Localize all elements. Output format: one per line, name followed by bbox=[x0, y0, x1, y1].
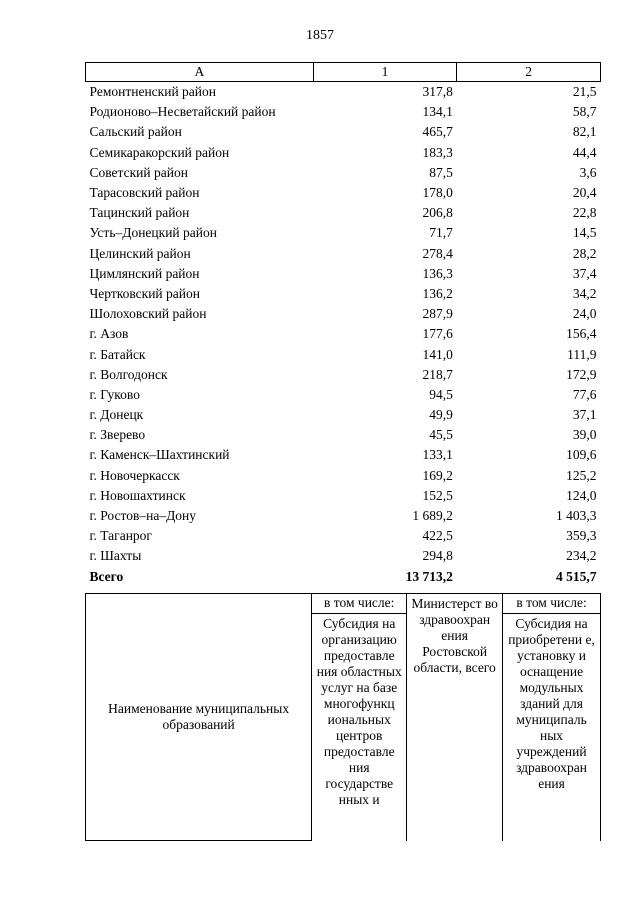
municipality-name-cell: г. Батайск bbox=[89, 346, 146, 362]
value-col-2-cell: 24,0 bbox=[572, 306, 597, 322]
table-row bbox=[86, 546, 601, 566]
table-row bbox=[86, 385, 601, 405]
table-row bbox=[86, 486, 601, 506]
table-row bbox=[86, 405, 601, 425]
value-col-1-cell: 71,7 bbox=[429, 225, 453, 241]
table-row bbox=[86, 425, 601, 445]
value-col-1-cell: 136,3 bbox=[422, 265, 453, 281]
value-col-1-cell: 94,5 bbox=[429, 386, 453, 402]
value-col-2-cell: 234,2 bbox=[566, 548, 597, 564]
value-col-1-cell: 134,1 bbox=[422, 104, 453, 120]
mfc-subsidy-header: Субсидия на организацию предоставле ния областных услуг на базе многофункц иональных центров предоставле ния государстве нных и bbox=[312, 614, 407, 841]
table-row bbox=[86, 344, 601, 364]
municipality-name-cell: г. Азов bbox=[89, 326, 129, 342]
table-row bbox=[86, 122, 601, 142]
value-col-1-cell: 141,0 bbox=[422, 346, 453, 362]
municipality-name-cell: г. Волгодонск bbox=[89, 366, 168, 382]
value-col-1-cell: 152,5 bbox=[422, 487, 453, 503]
column-header-2: 2 bbox=[457, 63, 601, 82]
value-col-1-cell: 183,3 bbox=[422, 144, 453, 160]
table-row bbox=[86, 466, 601, 486]
including-header-1: в том числе: bbox=[312, 594, 407, 614]
municipality-name-cell: Целинский район bbox=[89, 245, 191, 261]
value-col-1-cell: 13 713,2 bbox=[405, 568, 453, 584]
table-row bbox=[86, 324, 601, 344]
value-col-2-cell: 44,4 bbox=[572, 144, 597, 160]
municipality-name-cell: Советский район bbox=[89, 164, 188, 180]
value-col-1-cell: 133,1 bbox=[422, 447, 453, 463]
value-col-2-cell: 37,1 bbox=[572, 407, 597, 423]
municipality-name-cell: Родионово–Несветайский район bbox=[89, 104, 276, 120]
municipality-name-cell: Цимлянский район bbox=[89, 265, 200, 281]
budget-table bbox=[85, 62, 601, 587]
municipal-name-header: Наименование муниципальных образований bbox=[86, 594, 312, 841]
table-row bbox=[86, 102, 601, 122]
value-col-1-cell: 218,7 bbox=[422, 366, 453, 382]
value-col-2-cell: 156,4 bbox=[566, 326, 597, 342]
table-row bbox=[86, 82, 601, 103]
subheader-table bbox=[85, 593, 601, 841]
table-row bbox=[86, 445, 601, 465]
municipality-name-cell: Усть–Донецкий район bbox=[89, 225, 217, 241]
municipality-name-cell: г. Ростов–на–Дону bbox=[89, 508, 197, 524]
value-col-2-cell: 34,2 bbox=[572, 285, 597, 301]
municipality-name-cell: Чертковский район bbox=[89, 285, 200, 301]
value-col-2-cell: 39,0 bbox=[572, 427, 597, 443]
value-col-1-cell: 422,5 bbox=[422, 528, 453, 544]
value-col-1-cell: 45,5 bbox=[429, 427, 453, 443]
column-header-a: А bbox=[86, 63, 314, 82]
value-col-1-cell: 278,4 bbox=[422, 245, 453, 261]
value-col-1-cell: 465,7 bbox=[422, 124, 453, 140]
value-col-2-cell: 172,9 bbox=[566, 366, 597, 382]
municipality-name-cell: Тацинский район bbox=[89, 205, 190, 221]
table-row bbox=[86, 365, 601, 385]
value-col-2-cell: 58,7 bbox=[572, 104, 597, 120]
table-row bbox=[86, 223, 601, 243]
value-col-2-cell: 14,5 bbox=[572, 225, 597, 241]
value-col-1-cell: 49,9 bbox=[429, 407, 453, 423]
table-row bbox=[86, 506, 601, 526]
value-col-1-cell: 178,0 bbox=[422, 185, 453, 201]
municipality-name-cell: г. Каменск–Шахтинский bbox=[89, 447, 230, 463]
municipality-name-cell: г. Новочеркасск bbox=[89, 467, 180, 483]
table-body bbox=[86, 82, 601, 587]
value-col-2-cell: 37,4 bbox=[572, 265, 597, 281]
municipality-name-cell: Шолоховский район bbox=[89, 306, 207, 322]
value-col-2-cell: 111,9 bbox=[567, 346, 597, 362]
value-col-2-cell: 359,3 bbox=[566, 528, 597, 544]
table-row bbox=[86, 526, 601, 546]
value-col-1-cell: 317,8 bbox=[422, 84, 453, 100]
table-row bbox=[86, 304, 601, 324]
ministry-health-header: Министерст во здравоохран ения Ростовской области, всего bbox=[407, 594, 503, 841]
municipality-name-cell: Семикаракорский район bbox=[89, 144, 230, 160]
value-col-1-cell: 136,2 bbox=[422, 285, 453, 301]
value-col-2-cell: 3,6 bbox=[579, 164, 597, 180]
municipality-name-cell: Всего bbox=[89, 568, 124, 584]
municipality-name-cell: Ремонтненский район bbox=[89, 84, 216, 100]
municipality-name-cell: г. Новошахтинск bbox=[89, 487, 186, 503]
table-row bbox=[86, 203, 601, 223]
value-col-2-cell: 22,8 bbox=[572, 205, 597, 221]
municipality-name-cell: Сальский район bbox=[89, 124, 182, 140]
value-col-1-cell: 287,9 bbox=[422, 306, 453, 322]
value-col-2-cell: 77,6 bbox=[572, 386, 597, 402]
value-col-2-cell: 4 515,7 bbox=[556, 568, 597, 584]
table-header bbox=[86, 63, 601, 82]
value-col-1-cell: 177,6 bbox=[422, 326, 453, 342]
table-row bbox=[86, 264, 601, 284]
value-col-2-cell: 124,0 bbox=[566, 487, 597, 503]
table-row bbox=[86, 163, 601, 183]
municipality-name-cell: г. Зверево bbox=[89, 427, 146, 443]
total-row bbox=[86, 567, 601, 587]
table-row bbox=[86, 244, 601, 264]
value-col-1-cell: 87,5 bbox=[429, 164, 453, 180]
value-col-2-cell: 1 403,3 bbox=[556, 508, 597, 524]
table-row bbox=[86, 284, 601, 304]
municipality-name-cell: г. Гуково bbox=[89, 386, 140, 402]
column-header-1: 1 bbox=[313, 63, 457, 82]
page-number: 1857 bbox=[306, 28, 334, 43]
value-col-1-cell: 169,2 bbox=[422, 467, 453, 483]
value-col-1-cell: 206,8 bbox=[422, 205, 453, 221]
value-col-2-cell: 21,5 bbox=[572, 84, 597, 100]
including-header-2: в том числе: bbox=[503, 594, 601, 614]
value-col-2-cell: 28,2 bbox=[572, 245, 597, 261]
municipality-name-cell: г. Таганрог bbox=[89, 528, 152, 544]
municipality-name-cell: г. Донецк bbox=[89, 407, 144, 423]
value-col-2-cell: 109,6 bbox=[566, 447, 597, 463]
table-row bbox=[86, 183, 601, 203]
value-col-1-cell: 294,8 bbox=[422, 548, 453, 564]
value-col-2-cell: 125,2 bbox=[566, 467, 597, 483]
table-row bbox=[86, 143, 601, 163]
modular-buildings-subsidy-header: Субсидия на приобретени е, установку и оснащение модульных зданий для муниципаль ных учреждений здравоохран ения bbox=[503, 614, 601, 841]
value-col-2-cell: 20,4 bbox=[572, 185, 597, 201]
value-col-1-cell: 1 689,2 bbox=[412, 508, 453, 524]
value-col-2-cell: 82,1 bbox=[572, 124, 597, 140]
municipality-name-cell: г. Шахты bbox=[89, 548, 142, 564]
municipality-name-cell: Тарасовский район bbox=[89, 185, 200, 201]
